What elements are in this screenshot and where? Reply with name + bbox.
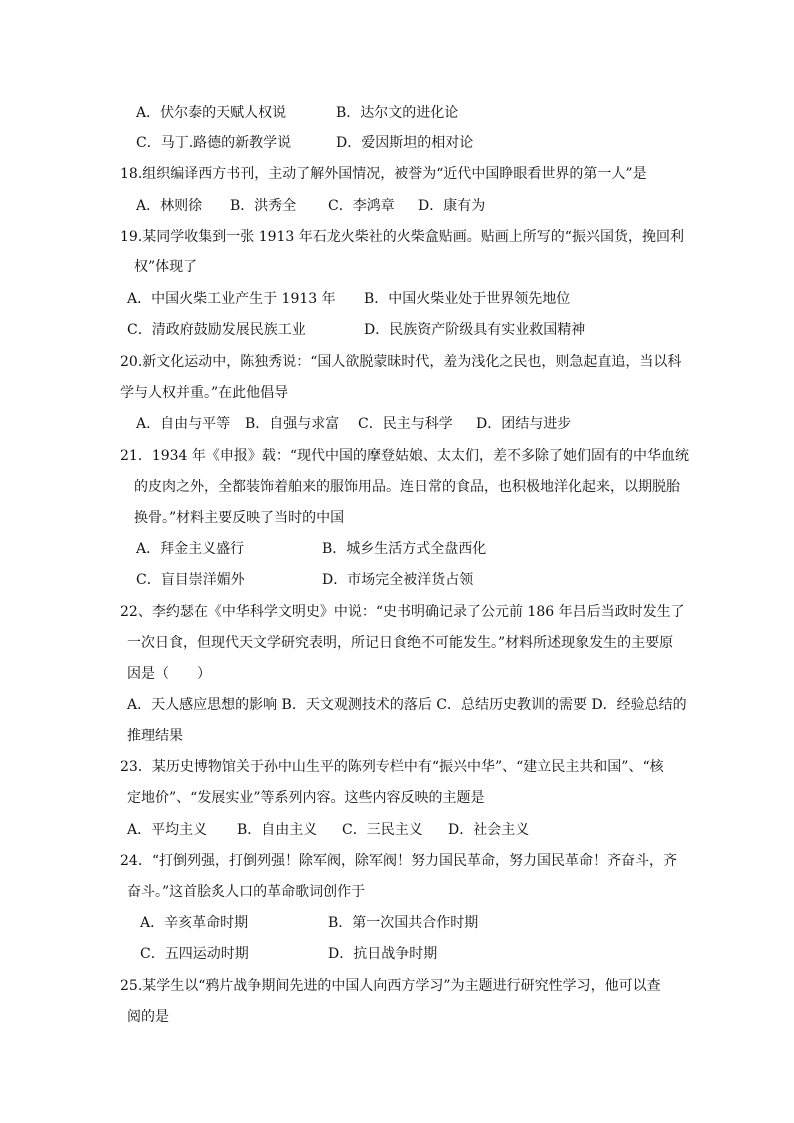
q17-option-c: C．马丁.路德的新教学说	[136, 135, 292, 151]
q19-stem-line-1: 19.某同学收集到一张 1913 年石龙火柴社的火柴盒贴画。贴画上所写的“振兴国货，挽回利	[120, 229, 684, 245]
q21-stem-line-3: 换骨。”材料主要反映了当时的中国	[134, 510, 345, 526]
q18-option-d: D．康有为	[418, 198, 486, 214]
q19-option-b: B．中国火柴业处于世界领先地位	[364, 291, 571, 307]
q23-stem-line-1: 23．某历史博物馆关于孙中山生平的陈列专栏中有“振兴中华”、“建立民主共和国”、“核	[120, 759, 664, 775]
q18-option-a: A．林则徐	[136, 198, 203, 214]
q20-option-b: B．自强与求富	[245, 416, 340, 432]
q23-stem-line-2: 定地价”、“发展实业”等系列内容。这些内容反映的主题是	[127, 790, 485, 806]
q21-stem-line-1: 21．1934 年《申报》载：“现代中国的摩登姑娘、太太们，差不多除了她们固有的中华血统	[120, 448, 690, 464]
q22-stem-line-2: 一次日食，但现代天文学研究表明，所记日食绝不可能发生。”材料所述现象发生的主要原	[127, 635, 674, 651]
q23-option-c: C．三民主义	[342, 822, 423, 838]
q24-stem-line-2: 奋斗。”这首脍炙人口的革命歌词创作于	[127, 884, 366, 900]
q24-option-a: A．辛亥革命时期	[140, 915, 249, 931]
q20-option-c: C．民主与科学	[358, 416, 453, 432]
q22-stem-line-3: 因是（ ）	[127, 666, 211, 682]
q22-options-line-2: 推理结果	[127, 728, 183, 744]
q21-option-c: C．盲目崇洋媚外	[136, 572, 245, 588]
q22-options-line-1: A．天人感应思想的影响 B．天文观测技术的落后 C．总结历史教训的需要 D．经验总结的	[127, 697, 687, 713]
q17-option-d: D．爱因斯坦的相对论	[336, 135, 474, 151]
q23-option-b: B．自由主义	[237, 822, 318, 838]
q17-option-b: B．达尔文的进化论	[336, 105, 459, 121]
q18-option-c: C．李鸿章	[328, 198, 395, 214]
q18-option-b: B．洪秀全	[230, 198, 297, 214]
q20-option-d: D．团结与进步	[476, 416, 572, 432]
q19-option-d: D．民族资产阶级具有实业救国精神	[364, 322, 586, 338]
q24-stem-line-1: 24．“打倒列强，打倒列强！除军阀，除军阀！努力国民革命，努力国民革命！齐奋斗，齐	[120, 853, 677, 869]
q21-option-a: A．拜金主义盛行	[136, 541, 245, 557]
q21-stem-line-2: 的皮肉之外，全都装饰着舶来的服饰用品。连日常的食品，也积极地洋化起来，以期脱胎	[134, 479, 680, 495]
q19-option-c: C．清政府鼓励发展民族工业	[127, 322, 306, 338]
q22-stem-line-1: 22、李约瑟在《中华科学文明史》中说：“史书明确记录了公元前 186 年吕后当政时发生了	[120, 604, 685, 620]
q17-option-a: A．伏尔泰的天赋人权说	[136, 105, 287, 121]
q25-stem-line-2: 阅的是	[127, 1009, 169, 1025]
q18-stem: 18.组织编译西方书刊，主动了解外国情况，被誉为“近代中国睁眼看世界的第一人”是	[120, 166, 647, 182]
q20-option-a: A．自由与平等	[136, 416, 231, 432]
q19-stem-line-2: 权”体现了	[134, 259, 198, 275]
q20-stem-line-2: 学与人权并重。”在此他倡导	[120, 385, 289, 401]
q23-option-d: D．社会主义	[448, 822, 530, 838]
q25-stem-line-1: 25.某学生以“鸦片战争期间先进的中国人向西方学习”为主题进行研究性学习，他可以查	[120, 978, 661, 994]
q21-option-d: D．市场完全被洋货占领	[322, 572, 474, 588]
q24-option-b: B．第一次国共合作时期	[328, 915, 479, 931]
q24-option-c: C．五四运动时期	[140, 946, 249, 962]
q23-option-a: A．平均主义	[127, 822, 208, 838]
q24-option-d: D．抗日战争时期	[328, 946, 438, 962]
q20-stem-line-1: 20.新文化运动中，陈独秀说：“国人欲脱蒙昧时代，羞为浅化之民也，则急起直追，当以科	[120, 354, 682, 370]
q21-option-b: B．城乡生活方式全盘西化	[322, 541, 487, 557]
q19-option-a: A．中国火柴工业产生于 1913 年	[127, 291, 336, 307]
